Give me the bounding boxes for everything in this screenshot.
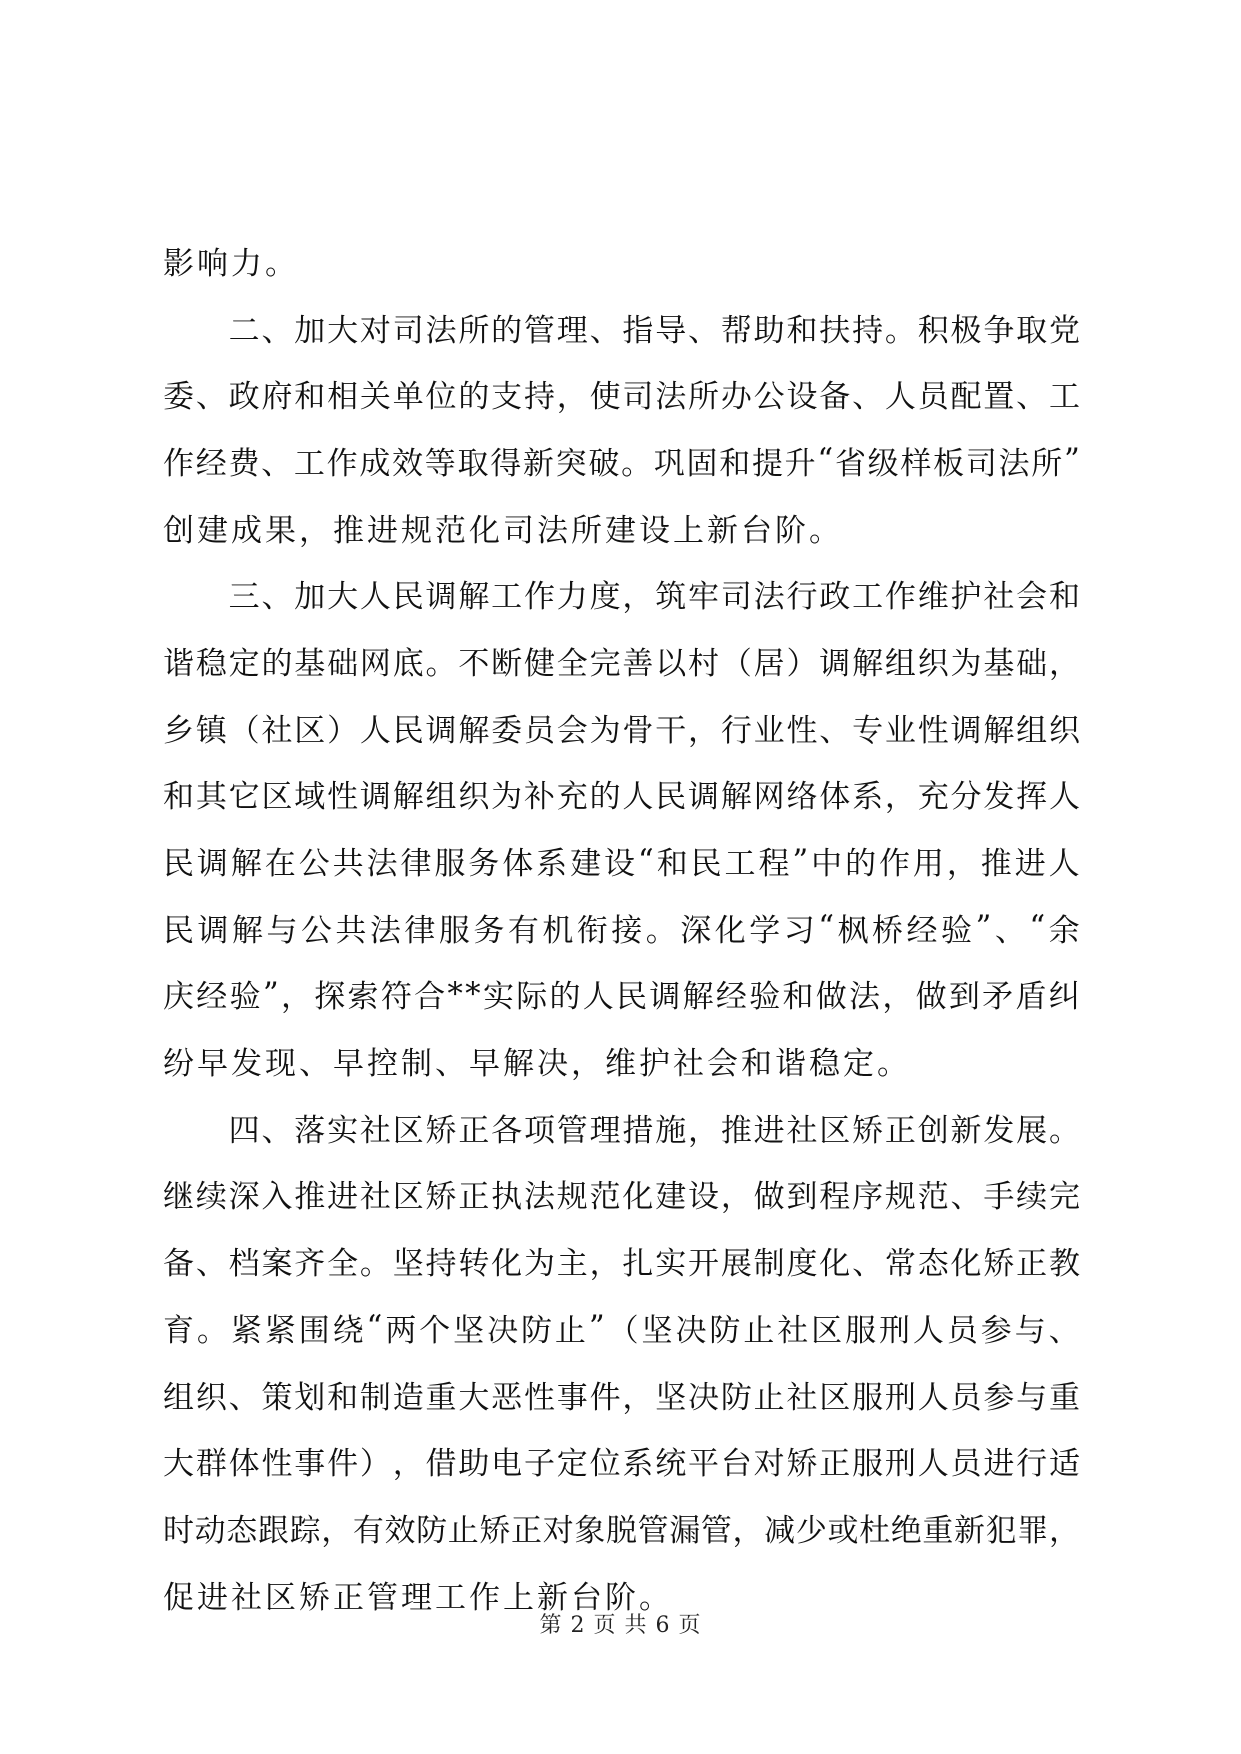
text-line: 组 织 、 策 划 和 制 造 重 大 恶 性 事 件 ， 坚 决 防 止 社 区 服 刑 人 员 参 与 重 bbox=[163, 1379, 1080, 1416]
page-number-footer: 第 2 页 共 6 页 bbox=[539, 1613, 702, 1638]
text-line: 作 经 费 、 工 作 成 效 等 取 得 新 突 破 。 巩 固 和 提 升 “ 省 级 样 板 司 法 所 ” bbox=[163, 442, 1080, 482]
text-line: 育 。 紧 紧 围 绕 “ 两 个 坚 决 防 止 ” （ 坚 决 防 止 社 区 服 刑 人 员 参 与 、 bbox=[163, 1309, 1080, 1349]
text-line: 民 调 解 与 公 共 法 律 服 务 有 机 衔 接 。 深 化 学 习 “ 枫 桥 经 验 ” 、 “ 余 bbox=[163, 909, 1080, 949]
text-line: 促进社区矫正管理工作上新台阶。 bbox=[163, 1579, 673, 1616]
text-line: 时 动 态 跟 踪 ， 有 效 防 止 矫 正 对 象 脱 管 漏 管 ， 减 少 或 杜 绝 重 新 犯 罪 ， bbox=[163, 1512, 1080, 1549]
text-line: 庆 经 验 ” ， 探 索 符 合 * * 实 际 的 人 民 调 解 经 验 和 做 法 ， 做 到 矛 盾 纠 bbox=[163, 975, 1080, 1016]
text-line: 继 续 深 入 推 进 社 区 矫 正 执 法 规 范 化 建 设 ， 做 到 程 序 规 范 、 手 续 完 bbox=[163, 1179, 1080, 1216]
text-line: 影响力。 bbox=[163, 245, 299, 282]
text-line: 创建成果，推进规范化司法所建设上新台阶。 bbox=[163, 512, 843, 549]
body-text bbox=[163, 227, 1080, 1627]
text-line: 备 、 档 案 齐 全 。 坚 持 转 化 为 主 ， 扎 实 开 展 制 度 化 、 常 态 化 矫 正 教 bbox=[163, 1246, 1080, 1283]
text-line: 和 其 它 区 域 性 调 解 组 织 为 补 充 的 人 民 调 解 网 络 体 系 ， 充 分 发 挥 人 bbox=[163, 779, 1080, 816]
text-line: 民 调 解 在 公 共 法 律 服 务 体 系 建 设 “ 和 民 工 程 ” 中 的 作 用 ， 推 进 人 bbox=[163, 842, 1080, 883]
text-line: 三 、 加 大 人 民 调 解 工 作 力 度 ， 筑 牢 司 法 行 政 工 作 维 护 社 会 和 bbox=[228, 579, 1080, 616]
text-line: 委 、 政 府 和 相 关 单 位 的 支 持 ， 使 司 法 所 办 公 设 备 、 人 员 配 置 、 工 bbox=[163, 379, 1080, 416]
text-line: 大 群 体 性 事 件 ） ， 借 助 电 子 定 位 系 统 平 台 对 矫 正 服 刑 人 员 进 行 适 bbox=[163, 1446, 1080, 1483]
text-line: 乡 镇 （ 社 区 ） 人 民 调 解 委 员 会 为 骨 干 ， 行 业 性 、 专 业 性 调 解 组 织 bbox=[163, 712, 1080, 749]
text-line: 谐 稳 定 的 基 础 网 底 。 不 断 健 全 完 善 以 村 （ 居 ） 调 解 组 织 为 基 础 ， bbox=[163, 645, 1080, 682]
text-line: 二 、 加 大 对 司 法 所 的 管 理 、 指 导 、 帮 助 和 扶 持 。 积 极 争 取 党 bbox=[228, 312, 1080, 349]
text-line: 四 、 落 实 社 区 矫 正 各 项 管 理 措 施 ， 推 进 社 区 矫 正 创 新 发 展 。 bbox=[228, 1112, 1080, 1149]
text-line: 纷早发现、早控制、早解决，维护社会和谐稳定。 bbox=[163, 1046, 911, 1083]
